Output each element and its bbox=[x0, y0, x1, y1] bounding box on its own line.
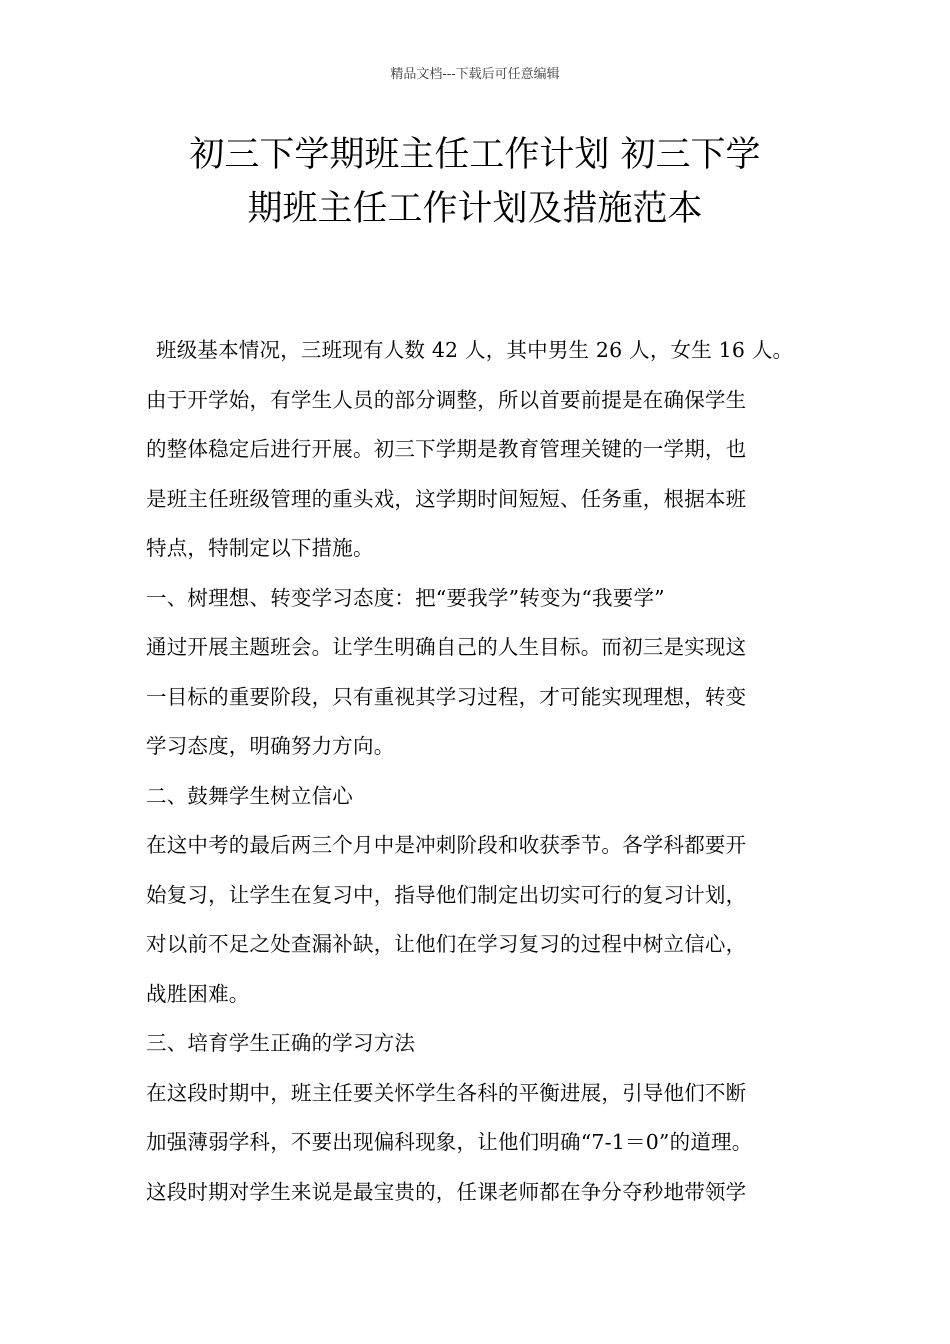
body-line: 在这段时期中，班主任要关怀学生各科的平衡进展，引导他们不断 bbox=[146, 1080, 747, 1105]
body-line: 这段时期对学生来说是最宝贵的，任课老师都在争分夺秒地带领学 bbox=[146, 1179, 747, 1204]
section-heading: 一、树理想、转变学习态度：把“要我学”转变为“我要学” bbox=[146, 585, 665, 610]
body-line: 加强薄弱学科，不要出现偏科现象，让他们明确“7-1＝0”的道理。 bbox=[146, 1130, 753, 1154]
body-line: 在这中考的最后两三个月中是冲刺阶段和收获季节。各学科都要开 bbox=[146, 833, 747, 857]
body-line: 是班主任班级管理的重头戏，这学期时间短短、任务重，根据本班 bbox=[146, 486, 747, 511]
document-body bbox=[146, 331, 826, 1222]
title-line: 期班主任工作计划及措施范本 bbox=[247, 189, 703, 229]
body-line: 始复习，让学生在复习中，指导他们制定出切实可行的复习计划， bbox=[146, 882, 747, 907]
body-line: 的整体稳定后进行开展。初三下学期是教育管理关键的一学期，也 bbox=[146, 437, 747, 461]
body-line: 学习态度，明确努力方向。 bbox=[146, 734, 395, 758]
title-line: 初三下学期班主任工作计划 初三下学 bbox=[189, 135, 761, 175]
body-line: 对以前不足之处查漏补缺，让他们在学习复习的过程中树立信心， bbox=[146, 932, 747, 956]
section-heading: 二、鼓舞学生树立信心 bbox=[146, 783, 353, 808]
body-line: 由于开学始，有学生人员的部分调整，所以首要前提是在确保学生 bbox=[146, 387, 747, 412]
body-line: 班级基本情况，三班现有人数 42 人，其中男生 26 人，女生 16 人。 bbox=[156, 338, 794, 362]
document-title bbox=[150, 128, 800, 236]
body-line: 通过开展主题班会。让学生明确自己的人生目标。而初三是实现这 bbox=[146, 635, 747, 659]
body-line: 一目标的重要阶段，只有重视其学习过程，才可能实现理想，转变 bbox=[146, 684, 747, 709]
section-heading: 三、培育学生正确的学习方法 bbox=[146, 1031, 416, 1055]
body-line: 特点，特制定以下措施。 bbox=[146, 536, 374, 560]
body-line: 战胜困难。 bbox=[146, 981, 250, 1006]
header-note: 精品文档---下载后可任意编辑 bbox=[390, 67, 560, 82]
